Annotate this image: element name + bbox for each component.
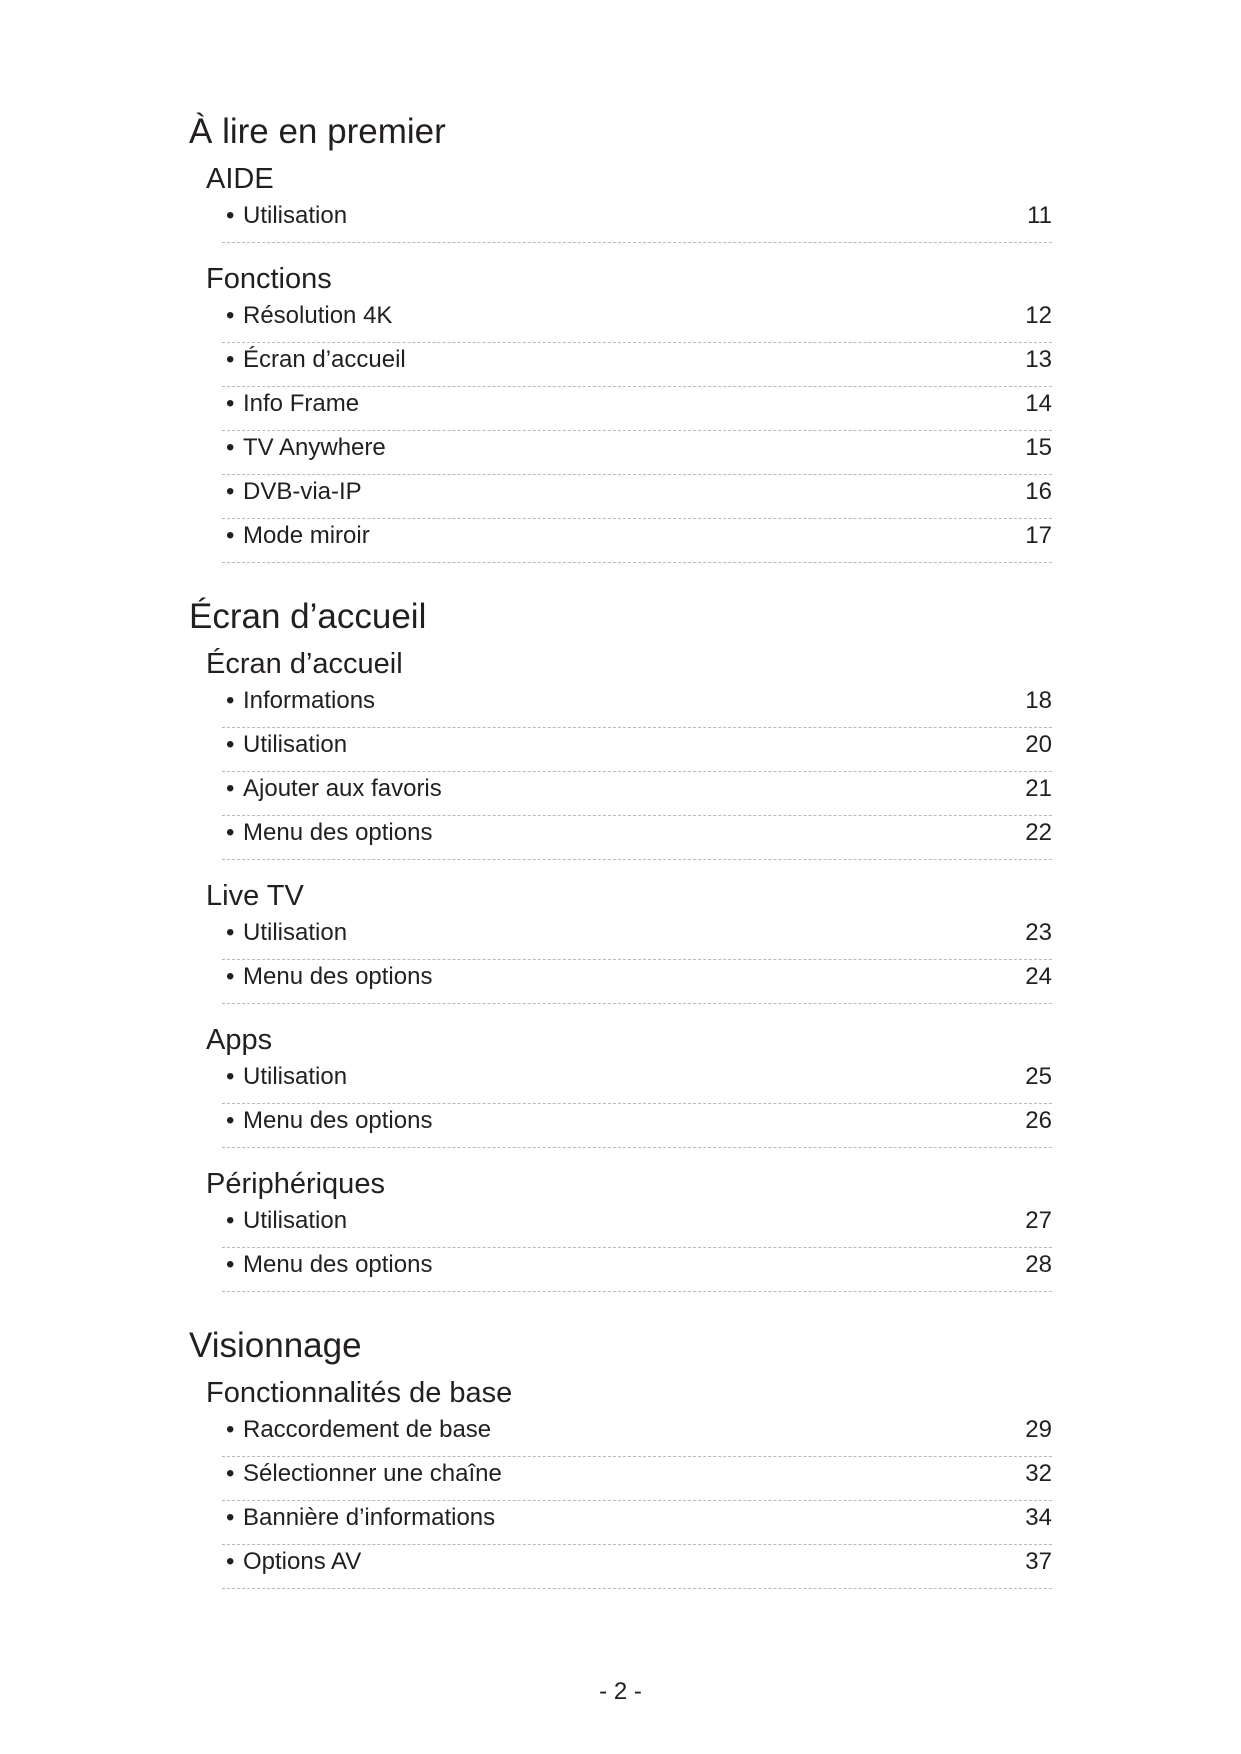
toc-entry[interactable] xyxy=(222,1104,1052,1148)
toc-group-apps xyxy=(206,1020,1052,1148)
toc-entry-page-number[interactable]: 22 xyxy=(1025,819,1052,846)
toc-entry-page-number[interactable]: 21 xyxy=(1025,775,1052,802)
toc-entry[interactable] xyxy=(222,1501,1052,1545)
toc-entry[interactable] xyxy=(222,343,1052,387)
toc-entry-list xyxy=(222,299,1052,563)
toc-entry-list xyxy=(222,199,1052,243)
group-title: Périphériques xyxy=(206,1168,385,1200)
toc-entry[interactable] xyxy=(222,1545,1052,1589)
toc-entry-list xyxy=(222,1413,1052,1589)
toc-entry-label[interactable]: • Utilisation xyxy=(222,917,347,949)
group-title: Apps xyxy=(206,1024,273,1056)
toc-entry-label[interactable]: • TV Anywhere xyxy=(222,432,386,464)
toc-entry[interactable] xyxy=(222,1204,1052,1248)
toc-group-fonctions xyxy=(206,259,1052,563)
toc-section-ecran-d-accueil xyxy=(189,594,1052,1292)
toc-group-peripheriques xyxy=(206,1164,1052,1292)
toc-entry-page-number[interactable]: 13 xyxy=(1025,346,1052,373)
toc-entry-page-number[interactable]: 11 xyxy=(1027,202,1052,229)
toc-entry-label[interactable]: • Ajouter aux favoris xyxy=(222,773,442,805)
toc-entry-page-number[interactable]: 14 xyxy=(1025,390,1052,417)
toc-entry-page-number[interactable]: 26 xyxy=(1025,1107,1052,1134)
toc-entry-page-number[interactable]: 15 xyxy=(1025,434,1052,461)
toc-entry-label[interactable]: • Utilisation xyxy=(222,729,347,761)
toc-entry[interactable] xyxy=(222,1457,1052,1501)
toc-entry-list xyxy=(222,916,1052,1004)
toc-entry-page-number[interactable]: 12 xyxy=(1025,302,1052,329)
toc-entry-page-number[interactable]: 32 xyxy=(1025,1460,1052,1487)
toc-group-fonctionnalites-de-base xyxy=(206,1373,1052,1589)
toc-entry[interactable] xyxy=(222,519,1052,563)
group-title: Live TV xyxy=(206,880,304,912)
toc-entry-page-number[interactable]: 34 xyxy=(1025,1504,1052,1531)
toc-entry-page-number[interactable]: 20 xyxy=(1025,731,1052,758)
toc-entry-label[interactable]: • Informations xyxy=(222,685,375,717)
toc-entry[interactable] xyxy=(222,916,1052,960)
section-title: Visionnage xyxy=(189,1326,362,1365)
toc-entry[interactable] xyxy=(222,816,1052,860)
table-of-contents xyxy=(189,109,1052,1589)
toc-section-a-lire-en-premier xyxy=(189,109,1052,563)
toc-entry-label[interactable]: • Menu des options xyxy=(222,1105,432,1137)
group-title: Fonctionnalités de base xyxy=(206,1377,513,1409)
toc-entry-list xyxy=(222,1060,1052,1148)
toc-entry-page-number[interactable]: 16 xyxy=(1025,478,1052,505)
toc-entry[interactable] xyxy=(222,1060,1052,1104)
group-title: Écran d’accueil xyxy=(206,648,403,680)
toc-entry-label[interactable]: • Écran d’accueil xyxy=(222,344,406,376)
section-title: Écran d’accueil xyxy=(189,597,427,636)
toc-entry-label[interactable]: • Menu des options xyxy=(222,1249,432,1281)
toc-group-ecran-d-accueil xyxy=(206,644,1052,860)
toc-entry-label[interactable]: • Raccordement de base xyxy=(222,1414,491,1446)
toc-entry-label[interactable]: • DVB-via-IP xyxy=(222,476,362,508)
group-title: Fonctions xyxy=(206,263,332,295)
toc-entry-list xyxy=(222,1204,1052,1292)
toc-entry-page-number[interactable]: 27 xyxy=(1025,1207,1052,1234)
toc-section-visionnage xyxy=(189,1323,1052,1589)
toc-entry-list xyxy=(222,684,1052,860)
toc-entry[interactable] xyxy=(222,387,1052,431)
toc-entry[interactable] xyxy=(222,960,1052,1004)
toc-entry-label[interactable]: • Utilisation xyxy=(222,1205,347,1237)
toc-entry-page-number[interactable]: 29 xyxy=(1025,1416,1052,1443)
toc-entry[interactable] xyxy=(222,299,1052,343)
toc-entry-page-number[interactable]: 25 xyxy=(1025,1063,1052,1090)
toc-entry-label[interactable]: • Info Frame xyxy=(222,388,359,420)
group-title: AIDE xyxy=(206,163,274,195)
section-title: À lire en premier xyxy=(189,112,446,151)
page-number: - 2 - xyxy=(599,1678,642,1705)
toc-entry[interactable] xyxy=(222,728,1052,772)
toc-entry-page-number[interactable]: 28 xyxy=(1025,1251,1052,1278)
toc-entry[interactable] xyxy=(222,431,1052,475)
toc-entry-page-number[interactable]: 18 xyxy=(1025,687,1052,714)
toc-entry-label[interactable]: • Utilisation xyxy=(222,200,347,232)
toc-entry[interactable] xyxy=(222,1413,1052,1457)
toc-entry-label[interactable]: • Sélectionner une chaîne xyxy=(222,1458,502,1490)
toc-entry-label[interactable]: • Options AV xyxy=(222,1546,361,1578)
toc-entry-page-number[interactable]: 17 xyxy=(1025,522,1052,549)
toc-entry-page-number[interactable]: 24 xyxy=(1025,963,1052,990)
toc-entry[interactable] xyxy=(222,1248,1052,1292)
toc-entry[interactable] xyxy=(222,199,1052,243)
toc-entry-page-number[interactable]: 23 xyxy=(1025,919,1052,946)
toc-entry-label[interactable]: • Mode miroir xyxy=(222,520,370,552)
toc-entry-label[interactable]: • Menu des options xyxy=(222,817,432,849)
toc-entry[interactable] xyxy=(222,475,1052,519)
toc-entry-label[interactable]: • Bannière d’informations xyxy=(222,1502,495,1534)
toc-group-aide xyxy=(206,159,1052,243)
toc-entry-label[interactable]: • Menu des options xyxy=(222,961,432,993)
toc-group-live-tv xyxy=(206,876,1052,1004)
toc-entry[interactable] xyxy=(222,772,1052,816)
toc-entry-label[interactable]: • Utilisation xyxy=(222,1061,347,1093)
toc-entry-label[interactable]: • Résolution 4K xyxy=(222,300,392,332)
toc-entry[interactable] xyxy=(222,684,1052,728)
toc-entry-page-number[interactable]: 37 xyxy=(1025,1548,1052,1575)
